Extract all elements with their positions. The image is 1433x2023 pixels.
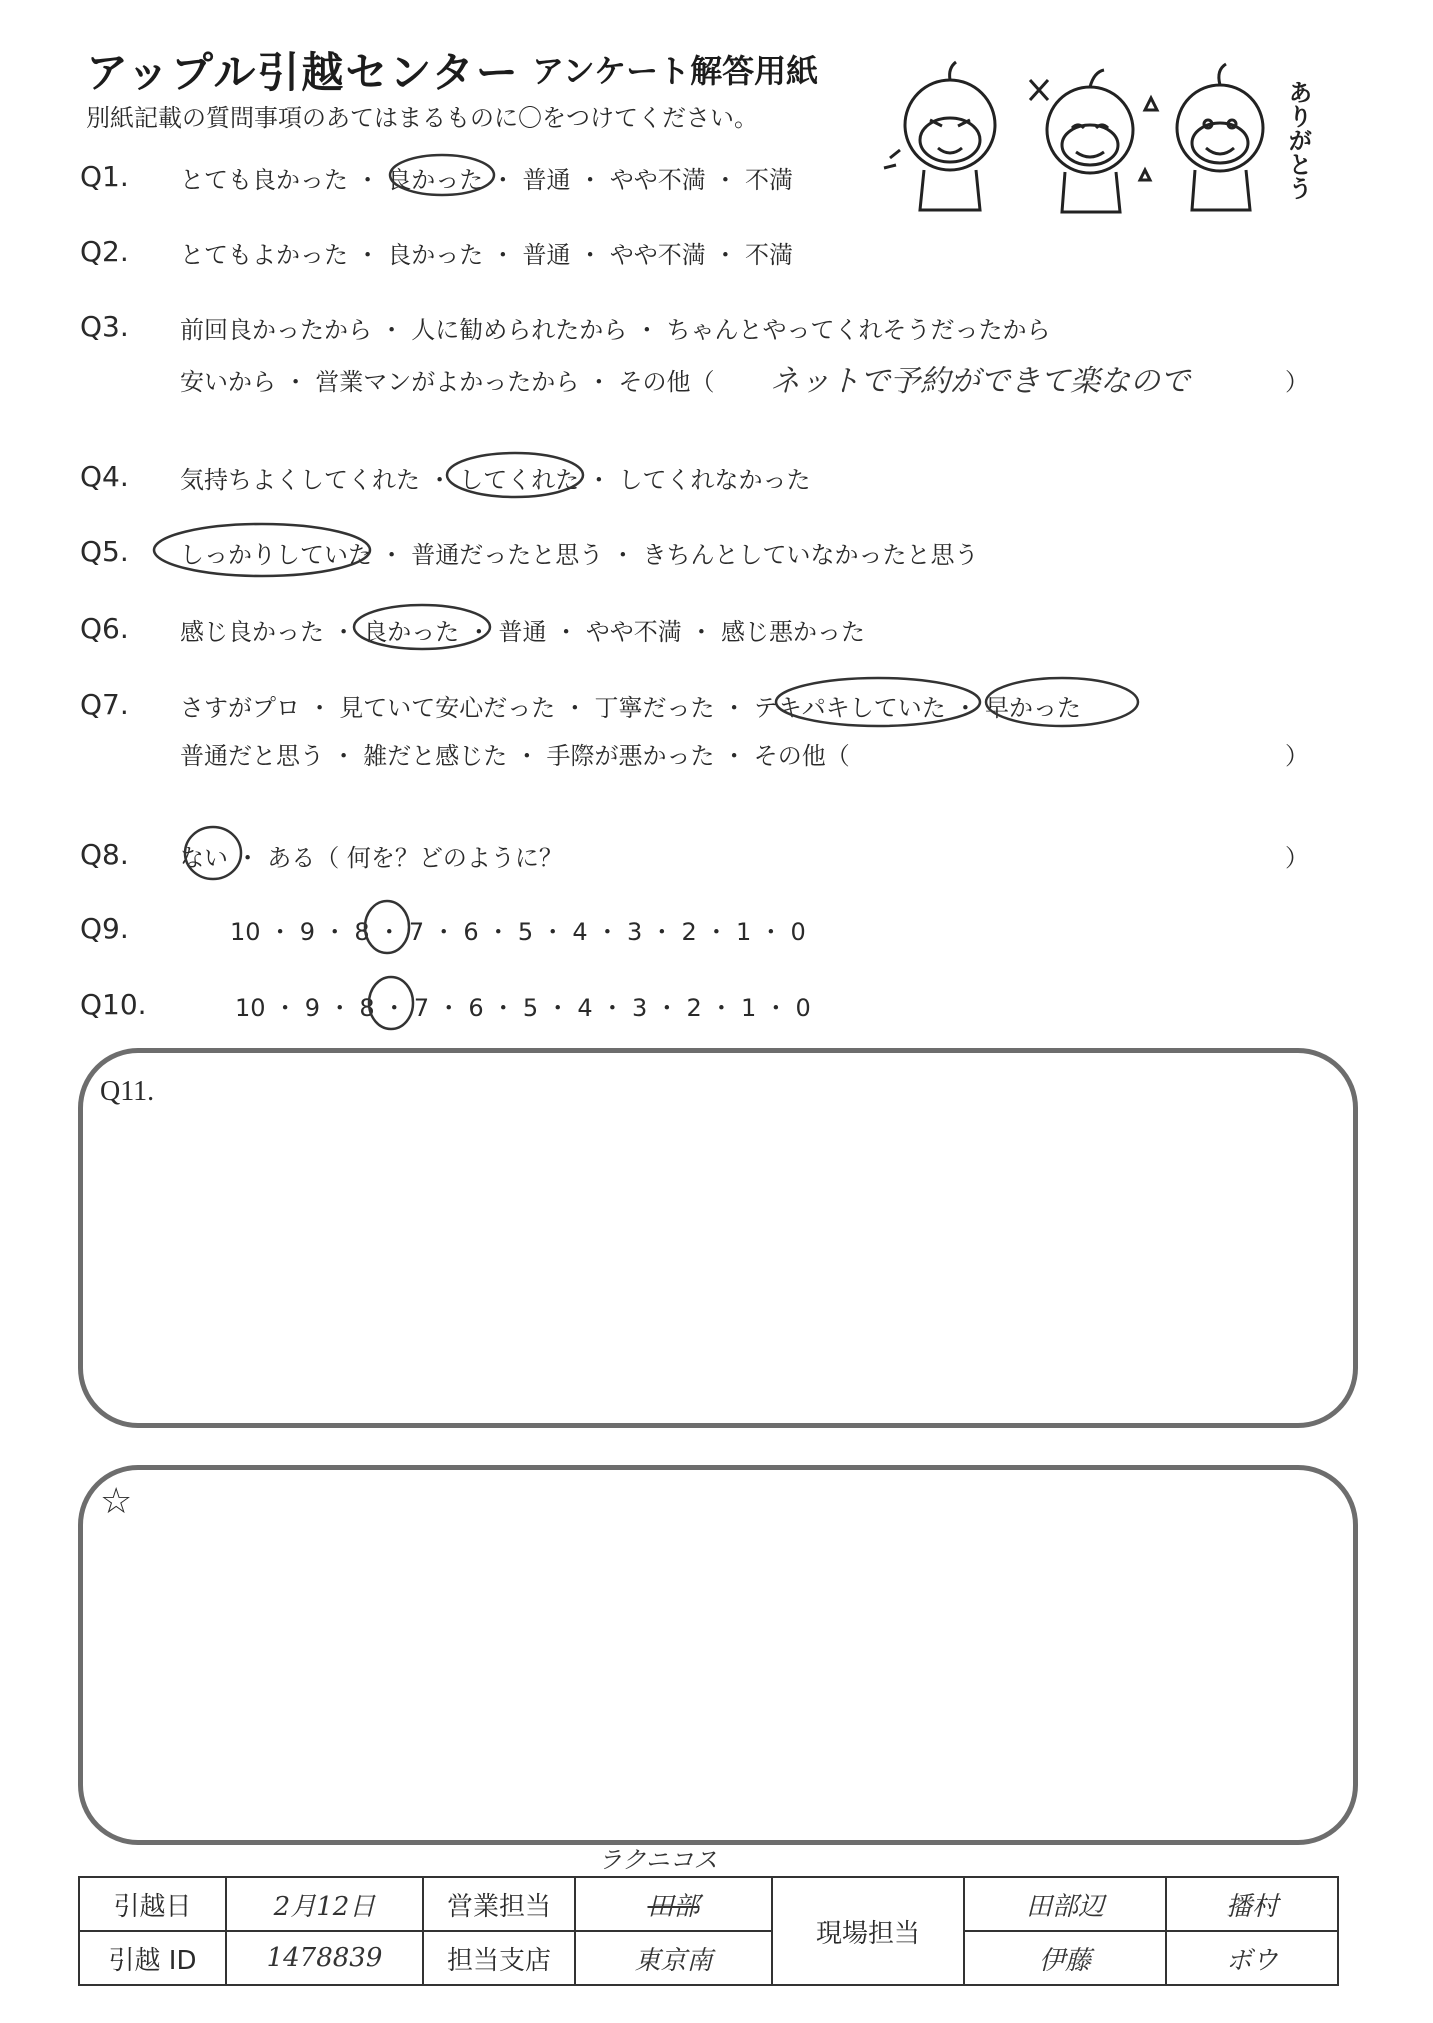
question-5-options[interactable]: しっかりしていた ・ 普通だったと思う ・ きちんとしていなかったと思う <box>180 541 979 569</box>
sales-staff-value[interactable]: 田部 <box>575 1877 772 1931</box>
question-3-options-line2[interactable]: 安いから ・ 営業マンがよかったから ・ その他（ <box>180 368 715 396</box>
question-7-close-paren: ） <box>1285 742 1309 770</box>
question-3-close-paren: ） <box>1285 368 1309 396</box>
question-3-other-answer: ネットで予約ができて楽なので <box>770 364 1190 399</box>
branch-value[interactable]: 東京南 <box>575 1931 772 1985</box>
q11-box-label: Q11. <box>100 1076 155 1107</box>
instruction-text: 別紙記載の質問事項のあてはまるものに〇をつけてください。 <box>86 104 758 132</box>
q11-answer-box[interactable] <box>78 1048 1358 1428</box>
company-title: アップル引越センター <box>86 48 520 97</box>
question-1-label: Q1. <box>80 160 129 193</box>
question-8-close-paren: ） <box>1285 844 1309 872</box>
question-2-options[interactable]: とてもよかった ・ 良かった ・ 普通 ・ やや不満 ・ 不満 <box>180 241 794 269</box>
site-staff-4[interactable]: ボウ <box>1166 1931 1338 1985</box>
form-subtitle: アンケート解答用紙 <box>532 52 819 90</box>
question-1-options[interactable]: とても良かった ・ 良かった ・ 普通 ・ やや不満 ・ 不満 <box>180 166 794 194</box>
site-staff-label: 現場担当 <box>772 1877 964 1985</box>
site-staff-2[interactable]: 播村 <box>1166 1877 1338 1931</box>
move-id-label: 引越 ID <box>79 1931 226 1985</box>
question-4-label: Q4. <box>80 460 129 493</box>
question-10-scale[interactable]: 10 ・ 9 ・ 8 ・ 7 ・ 6 ・ 5 ・ 4 ・ 3 ・ 2 ・ 1 ・ 0 <box>235 994 811 1022</box>
question-9-label: Q9. <box>80 912 129 945</box>
mascot-illustration <box>880 40 1330 230</box>
branch-label: 担当支店 <box>423 1931 575 1985</box>
question-6-options[interactable]: 感じ良かった ・ 良かった ・ 普通 ・ やや不満 ・ 感じ悪かった <box>180 618 866 646</box>
question-10-label: Q10. <box>80 988 147 1021</box>
question-6-label: Q6. <box>80 612 129 645</box>
comment-box[interactable] <box>78 1465 1358 1845</box>
move-date-value[interactable]: 2月12日 <box>226 1877 423 1931</box>
move-id-value[interactable]: 1478839 <box>226 1931 423 1985</box>
comment-box-star: ☆ <box>100 1481 133 1521</box>
question-7-options-line1[interactable]: さすがプロ ・ 見ていて安心だった ・ 丁寧だった ・ テキパキしていた ・ 早かった <box>180 694 1082 722</box>
question-3-label: Q3. <box>80 310 129 343</box>
question-3-options-line1[interactable]: 前回良かったから ・ 人に勧められたから ・ ちゃんとやってくれそうだったから <box>180 316 1051 344</box>
question-8-options[interactable]: ない ・ ある（ 何を？どのように？ <box>180 844 563 872</box>
mascot-caption: ありがとう <box>1284 80 1312 200</box>
sales-staff-label: 営業担当 <box>423 1877 575 1931</box>
info-table <box>78 1876 1339 1986</box>
question-7-options-line2[interactable]: 普通だと思う ・ 雑だと感じた ・ 手際が悪かった ・ その他（ <box>180 742 850 770</box>
move-date-label: 引越日 <box>79 1877 226 1931</box>
sales-correction-text: ラクニコス <box>598 1846 718 1874</box>
question-8-label: Q8. <box>80 838 129 871</box>
question-2-label: Q2. <box>80 235 129 268</box>
question-9-scale[interactable]: 10 ・ 9 ・ 8 ・ 7 ・ 6 ・ 5 ・ 4 ・ 3 ・ 2 ・ 1 ・ 0 <box>230 918 806 946</box>
question-4-options[interactable]: 気持ちよくしてくれた ・ してくれた ・ してくれなかった <box>180 466 811 494</box>
site-staff-1[interactable]: 田部辺 <box>964 1877 1166 1931</box>
site-staff-3[interactable]: 伊藤 <box>964 1931 1166 1985</box>
question-5-label: Q5. <box>80 535 129 568</box>
question-7-label: Q7. <box>80 688 129 721</box>
